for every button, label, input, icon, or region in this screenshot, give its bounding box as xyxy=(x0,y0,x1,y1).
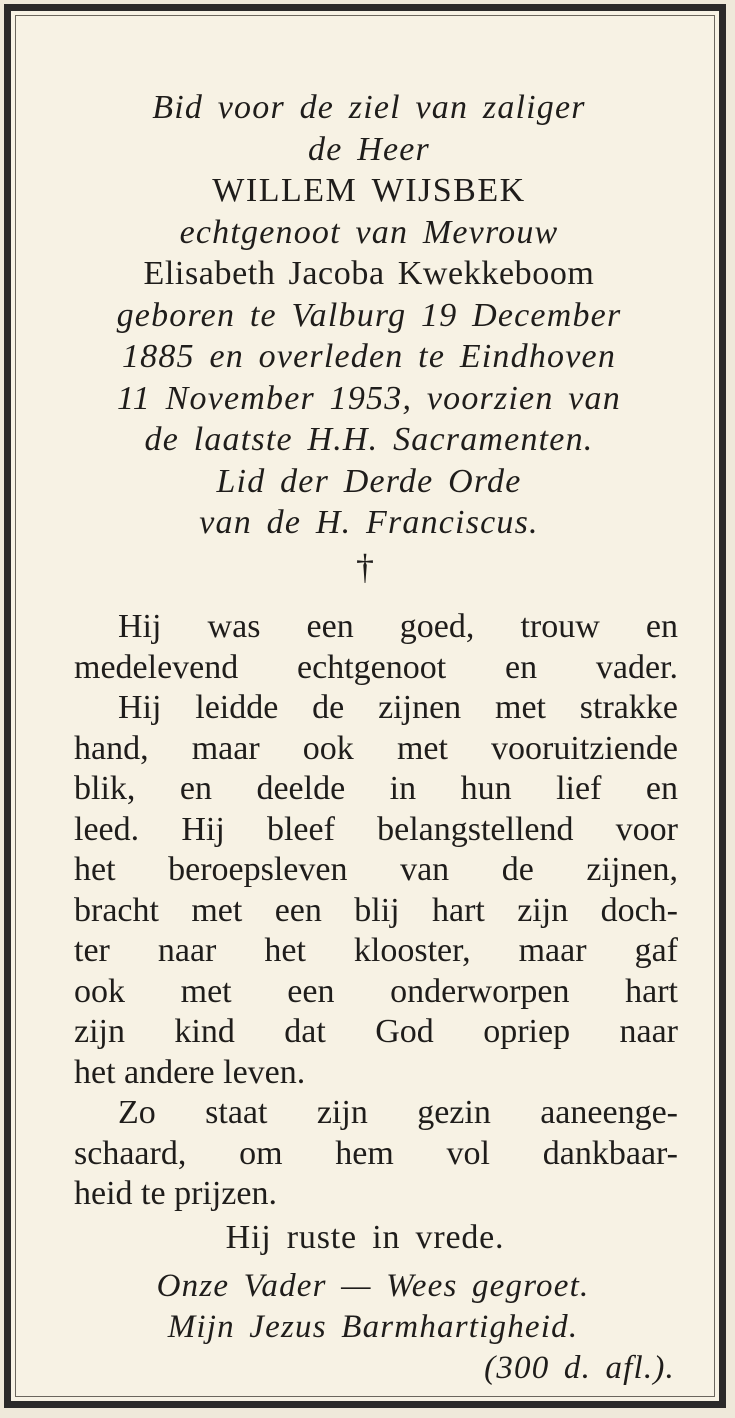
eulogy-line: bracht met een blij hart zijn doch- xyxy=(74,891,678,929)
death-line: 1885 en overleden te Eindhoven xyxy=(121,338,617,375)
eulogy-line: hand, maar ook met vooruitziende xyxy=(74,729,678,767)
prayer-line: Onze Vader — Wees gegroet. xyxy=(156,1268,590,1304)
spouse-intro: echtgenoot van Mevrouw xyxy=(179,213,559,251)
eulogy-line: schaard, om hem vol dankbaar- xyxy=(74,1134,678,1172)
eulogy-line: het andere leven. xyxy=(74,1053,306,1091)
sacraments-line: de laatste H.H. Sacramenten. xyxy=(144,421,594,458)
eulogy-line: Hij was een goed, trouw en xyxy=(118,608,678,645)
indulgence-note: (300 d. afl.). xyxy=(484,1350,675,1386)
prayer-invocation: Bid voor de ziel van zaliger xyxy=(152,89,586,126)
order-line: Lid der Derde Orde xyxy=(216,462,522,500)
eulogy-line: Zo staat zijn gezin aaneenge- xyxy=(118,1094,678,1131)
birth-line: geboren te Valburg 19 December xyxy=(116,296,622,334)
eulogy-line: heid te prijzen. xyxy=(74,1175,277,1212)
eulogy-text xyxy=(74,607,678,1215)
franciscus-line: van de H. Franciscus. xyxy=(199,504,539,541)
memorial-card xyxy=(4,4,726,1408)
eulogy-line: medelevend echtgenoot en vader. xyxy=(74,648,678,686)
eulogy-line: blik, en deelde in hun lief en xyxy=(74,770,678,807)
spouse-name: Elisabeth Jacoba Kwekkeboom xyxy=(143,255,595,292)
card-text-area xyxy=(11,11,719,1401)
death-date-line: 11 November 1953, voorzien van xyxy=(117,379,621,417)
prayer-line: Mijn Jezus Barmhartigheid. xyxy=(167,1309,579,1345)
honorific: de Heer xyxy=(308,130,430,168)
deceased-name: WILLEM WIJSBEK xyxy=(212,172,526,209)
prayers-block xyxy=(71,1266,675,1389)
eulogy-line: ook met een onderworpen hart xyxy=(74,972,678,1010)
eulogy-line: het beroepsleven van de zijnen, xyxy=(74,851,678,888)
cross-icon: † xyxy=(356,547,374,587)
eulogy-line: Hij leidde de zijnen met strakke xyxy=(118,689,678,726)
rest-in-peace-line: Hij ruste in vrede. xyxy=(225,1219,505,1256)
eulogy-line: ter naar het klooster, maar gaf xyxy=(74,932,678,969)
eulogy-line: zijn kind dat God opriep naar xyxy=(74,1013,678,1050)
memorial-heading xyxy=(69,87,669,544)
eulogy-line: leed. Hij bleef belangstellend voor xyxy=(74,810,678,848)
